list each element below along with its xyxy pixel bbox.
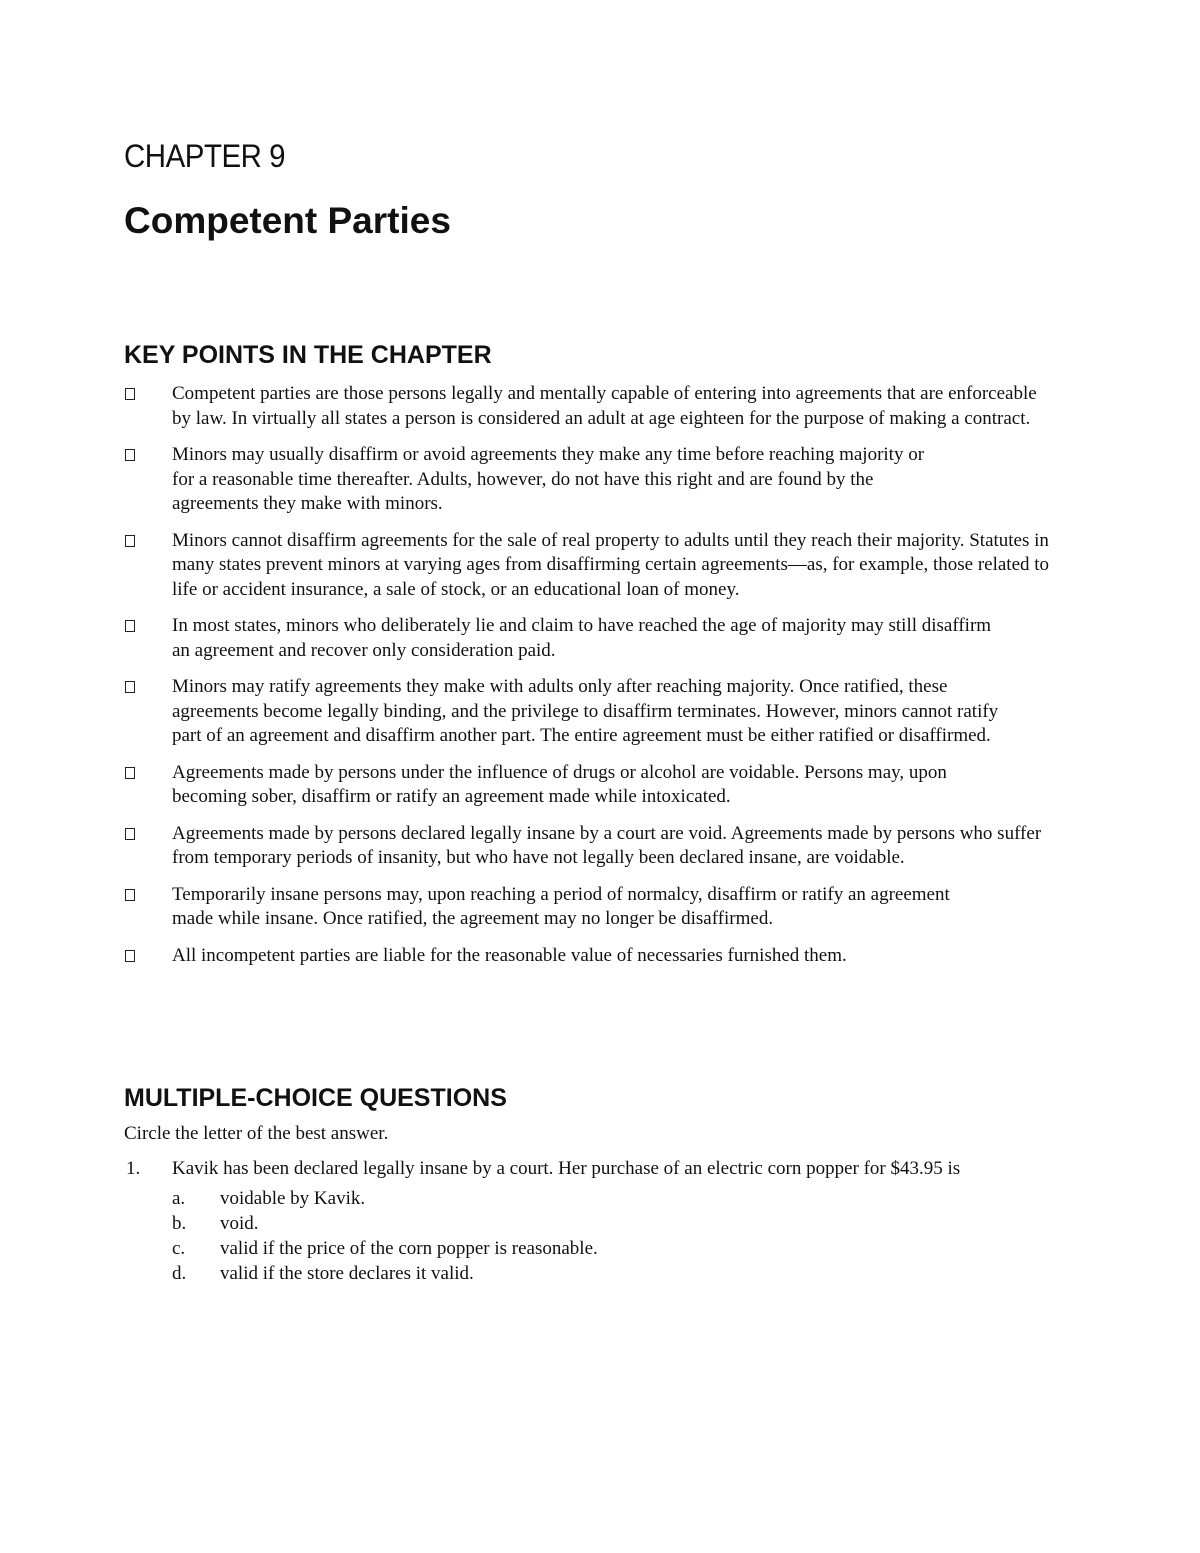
checkbox-square-icon — [125, 828, 135, 840]
answer-option[interactable] — [172, 1236, 1044, 1261]
multiple-choice-heading: MULTIPLE-CHOICE QUESTIONS — [124, 1084, 507, 1112]
instruction-text: Circle the letter of the best answer. — [124, 1123, 389, 1144]
option-letter[interactable]: b. — [172, 1212, 187, 1234]
key-point-item — [124, 675, 1022, 749]
key-point-text: Minors may ratify agreements they make with adults only after reaching majority. Once ratified, these agreements become legally binding, and the privilege to disaffirm terminates. However, minors cannot ratify part of an agreement and disaffirm another part. The entire agreement must be either ratified or disaffirmed. — [172, 676, 999, 746]
checkbox-square-icon — [125, 950, 135, 962]
key-point-item — [124, 761, 1012, 810]
checkbox-square-icon — [125, 620, 135, 632]
chapter-title: Competent Parties — [124, 200, 451, 241]
option-letter[interactable]: c. — [172, 1237, 186, 1259]
checkbox-square-icon — [125, 767, 135, 779]
question-item — [124, 1157, 1044, 1286]
key-point-item — [124, 822, 1052, 871]
question-text: Kavik has been declared legally insane by a court. Her purchase of an electric corn popper for $43.95 is — [172, 1158, 961, 1179]
option-text: valid if the store declares it valid. — [220, 1262, 474, 1284]
key-point-item — [124, 443, 932, 517]
question-number: 1. — [126, 1158, 141, 1179]
key-point-item — [124, 614, 1012, 663]
key-point-text: Competent parties are those persons legally and mentally capable of entering into agreements that are enforceable by law. In virtually all states a person is considered an adult at age eighteen for the purpose of making a contract. — [172, 383, 1037, 429]
checkbox-square-icon — [125, 388, 135, 400]
option-text: voidable by Kavik. — [220, 1187, 366, 1209]
key-point-text: Temporarily insane persons may, upon reaching a period of normalcy, disaffirm or ratify an agreement made while insane. Once ratified, the agreement may no longer be disaffirmed. — [172, 883, 950, 929]
option-letter[interactable]: d. — [172, 1262, 187, 1284]
answer-options — [172, 1186, 1044, 1286]
key-point-text: Agreements made by persons under the influence of drugs or alcohol are voidable. Persons may, upon becoming sober, disaffirm or ratify an agreement made while intoxicated. — [172, 761, 947, 807]
key-point-item — [124, 529, 1052, 603]
key-point-text: Minors may usually disaffirm or avoid agreements they make any time before reaching majority or for a reasonable time thereafter. Adults, however, do not have this right and are found by the agreements they make with minors. — [172, 444, 925, 514]
key-point-item — [124, 944, 1044, 969]
key-points-heading: KEY POINTS IN THE CHAPTER — [124, 341, 492, 369]
chapter-label: CHAPTER 9 — [124, 138, 286, 174]
option-text: void. — [220, 1212, 259, 1234]
answer-option[interactable] — [172, 1261, 1044, 1286]
key-points-list — [124, 382, 1050, 980]
key-point-text: All incompetent parties are liable for the reasonable value of necessaries furnished them. — [172, 944, 847, 966]
option-text: valid if the price of the corn popper is reasonable. — [220, 1237, 598, 1259]
checkbox-square-icon — [125, 449, 135, 461]
key-point-text: Agreements made by persons declared legally insane by a court are void. Agreements made by persons who suffer from temporary periods of insanity, but who have not legally been declared insane, are voidable. — [172, 822, 1042, 868]
answer-option[interactable] — [172, 1211, 1044, 1236]
key-point-text: Minors cannot disaffirm agreements for the sale of real property to adults until they reach their majority. Statutes in many states prevent minors at varying ages from disaffirming certain agreements—as, for example, those related to life or accident insurance, a sale of stock, or an educational loan of money. — [172, 529, 1050, 600]
checkbox-square-icon — [125, 681, 135, 693]
key-point-item — [124, 382, 1044, 431]
key-point-text: In most states, minors who deliberately lie and claim to have reached the age of majority may still disaffirm an agreement and recover only consideration paid. — [172, 615, 992, 661]
answer-option[interactable] — [172, 1186, 1044, 1211]
key-point-item — [124, 883, 982, 932]
checkbox-square-icon — [125, 889, 135, 901]
checkbox-square-icon — [125, 535, 135, 547]
option-letter[interactable]: a. — [172, 1187, 186, 1209]
